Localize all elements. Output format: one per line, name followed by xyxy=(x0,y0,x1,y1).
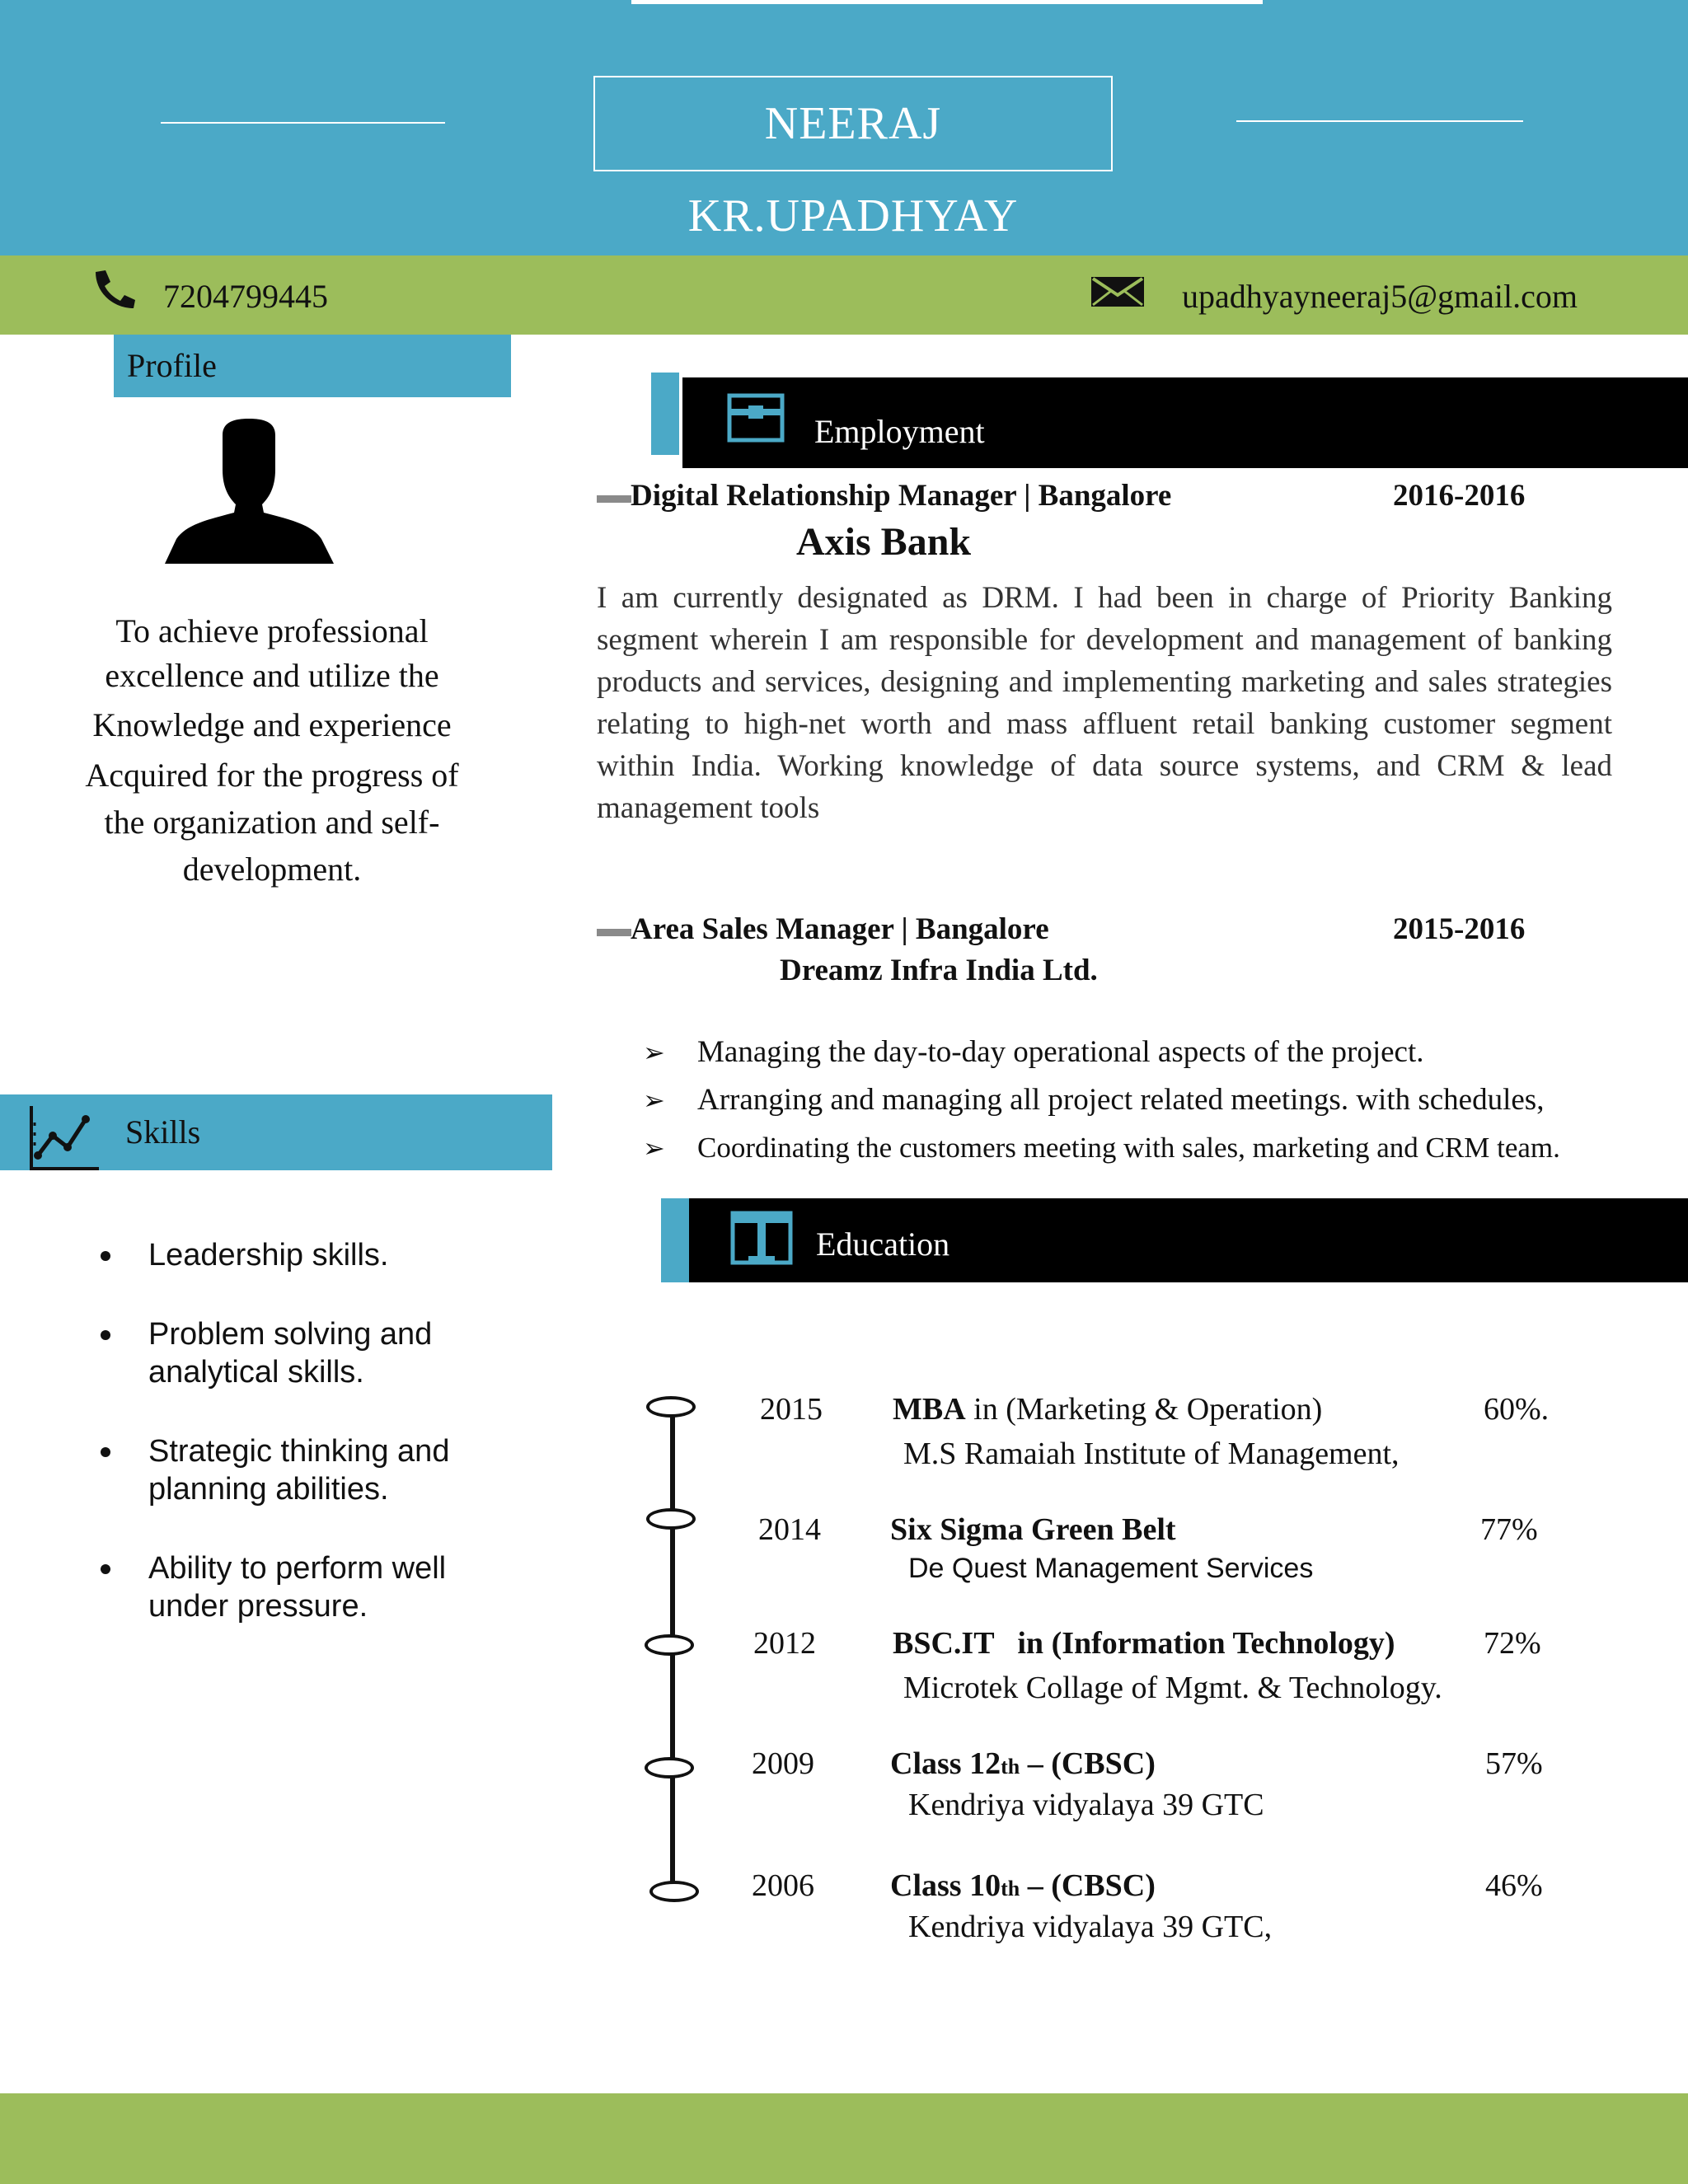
edu-percent: 57% xyxy=(1485,1746,1543,1781)
timeline-node xyxy=(645,1757,694,1779)
edu-percent: 77% xyxy=(1480,1512,1538,1547)
objective-line: development. xyxy=(182,851,362,888)
edu-degree-name: Six Sigma Green Belt xyxy=(890,1512,1176,1547)
edu-degree-detail: – (CBSC) xyxy=(1020,1746,1156,1781)
objective-line: Acquired for the progress of xyxy=(85,757,459,794)
email-address[interactable]: upadhyayneeraj5@gmail.com xyxy=(1182,278,1578,315)
edu-degree xyxy=(893,1625,1395,1661)
header-right-rule xyxy=(1236,120,1523,122)
edu-degree-detail: in (Information Technology) xyxy=(993,1626,1395,1661)
edu-percent: 72% xyxy=(1484,1626,1541,1661)
edu-year: 2009 xyxy=(752,1746,814,1781)
timeline-node xyxy=(646,1508,696,1530)
timeline-node xyxy=(645,1634,694,1656)
phone-icon xyxy=(89,269,138,310)
skill-text: Strategic thinking and xyxy=(148,1434,450,1469)
edu-school: Kendriya vidyalaya 39 GTC xyxy=(908,1788,1264,1822)
list-item xyxy=(82,1432,511,1508)
candidate-name: NEERAJ KR.UPADHYAY xyxy=(593,76,1113,171)
profile-objective xyxy=(49,610,495,893)
edu-degree-name: Class 10 xyxy=(890,1868,1001,1903)
phone-number[interactable]: 7204799445 xyxy=(163,278,328,315)
list-item: ➢ Managing the day-to-day operational aspects of the project. xyxy=(643,1029,1632,1076)
list-item xyxy=(82,1549,511,1625)
email-icon xyxy=(1090,275,1146,308)
edu-degree xyxy=(890,1746,1156,1782)
objective-line: excellence and utilize the xyxy=(105,657,439,694)
edu-degree-name: MBA xyxy=(893,1392,966,1427)
skill-text: Ability to perform well xyxy=(148,1551,447,1586)
timeline-node xyxy=(646,1396,696,1418)
timeline-node xyxy=(649,1881,699,1902)
employment-title: Employment xyxy=(814,413,985,450)
job-dash xyxy=(597,495,631,503)
edu-year: 2012 xyxy=(753,1626,816,1661)
edu-degree xyxy=(890,1511,1176,1548)
list-item xyxy=(82,1236,511,1274)
skill-text: Problem solving and xyxy=(148,1317,433,1352)
edu-year: 2015 xyxy=(760,1392,823,1427)
edu-degree-suffix: th xyxy=(1001,1755,1020,1779)
edu-degree-suffix: th xyxy=(1001,1877,1020,1900)
header-top-strip xyxy=(631,0,1263,4)
objective-line: the organization and self- xyxy=(104,804,440,841)
edu-school: Microtek Collage of Mgmt. & Technology. xyxy=(903,1671,1442,1705)
edu-degree-detail: – (CBSC) xyxy=(1020,1868,1156,1903)
header-left-rule xyxy=(161,122,445,124)
edu-degree xyxy=(890,1868,1156,1904)
edu-year: 2014 xyxy=(758,1512,821,1547)
edu-school: De Quest Management Services xyxy=(908,1553,1314,1584)
skill-text: planning abilities. xyxy=(148,1472,389,1507)
footer-bar xyxy=(0,2093,1688,2184)
edu-percent: 60%. xyxy=(1484,1392,1550,1427)
company-name: Dreamz Infra India Ltd. xyxy=(780,954,1098,987)
avatar-silhouette xyxy=(165,419,334,564)
edu-percent: 46% xyxy=(1485,1868,1543,1903)
job-dates: 2015-2016 xyxy=(1393,912,1526,946)
skill-text: under pressure. xyxy=(148,1589,368,1624)
edu-school: M.S Ramaiah Institute of Management, xyxy=(903,1436,1400,1471)
edu-degree-detail: in (Marketing & Operation) xyxy=(965,1392,1323,1427)
skills-tab-label: Skills xyxy=(125,1113,201,1151)
chart-trend-icon xyxy=(28,1104,102,1172)
education-title: Education xyxy=(816,1226,950,1263)
job-bullets xyxy=(643,1029,1632,1172)
list-item: ➢ Arranging and managing all project related meetings. with schedules, xyxy=(643,1076,1632,1124)
job-dates: 2016-2016 xyxy=(1393,479,1526,513)
company-name: Axis Bank xyxy=(796,520,972,564)
job-dash xyxy=(597,929,631,936)
education-accent xyxy=(661,1198,689,1282)
objective-line: To achieve professional xyxy=(115,612,429,649)
job-title: Area Sales Manager | Bangalore xyxy=(631,912,1049,946)
skill-text: Leadership skills. xyxy=(148,1238,389,1272)
list-item: ➢ Coordinating the customers meeting with sales, marketing and CRM team. xyxy=(643,1124,1632,1172)
edu-degree xyxy=(893,1391,1322,1427)
edu-degree-name: BSC.IT xyxy=(893,1626,994,1661)
list-item xyxy=(82,1315,511,1391)
edu-degree-name: Class 12 xyxy=(890,1746,1001,1781)
skill-text: analytical skills. xyxy=(148,1355,364,1390)
edu-year: 2006 xyxy=(752,1868,814,1903)
job-description: I am currently designated as DRM. I had been in charge of Priority Banking segment wherein I am responsible for development and management of banking products and services, designing and implementing marketing and sales strategies relating to high-net worth and mass affluent retail banking customer segment within India. Working knowledge of data source systems, and CRM & lead management tools xyxy=(597,581,1612,825)
skills-list xyxy=(82,1236,511,1666)
objective-line: Knowledge and experience xyxy=(92,706,452,743)
job-title: Digital Relationship Manager | Bangalore xyxy=(631,479,1172,513)
graduation-book-icon xyxy=(730,1210,793,1266)
profile-tab: Profile xyxy=(114,335,511,397)
edu-school: Kendriya vidyalaya 39 GTC, xyxy=(908,1910,1273,1944)
employment-accent xyxy=(651,373,679,455)
briefcase-icon xyxy=(727,389,785,443)
